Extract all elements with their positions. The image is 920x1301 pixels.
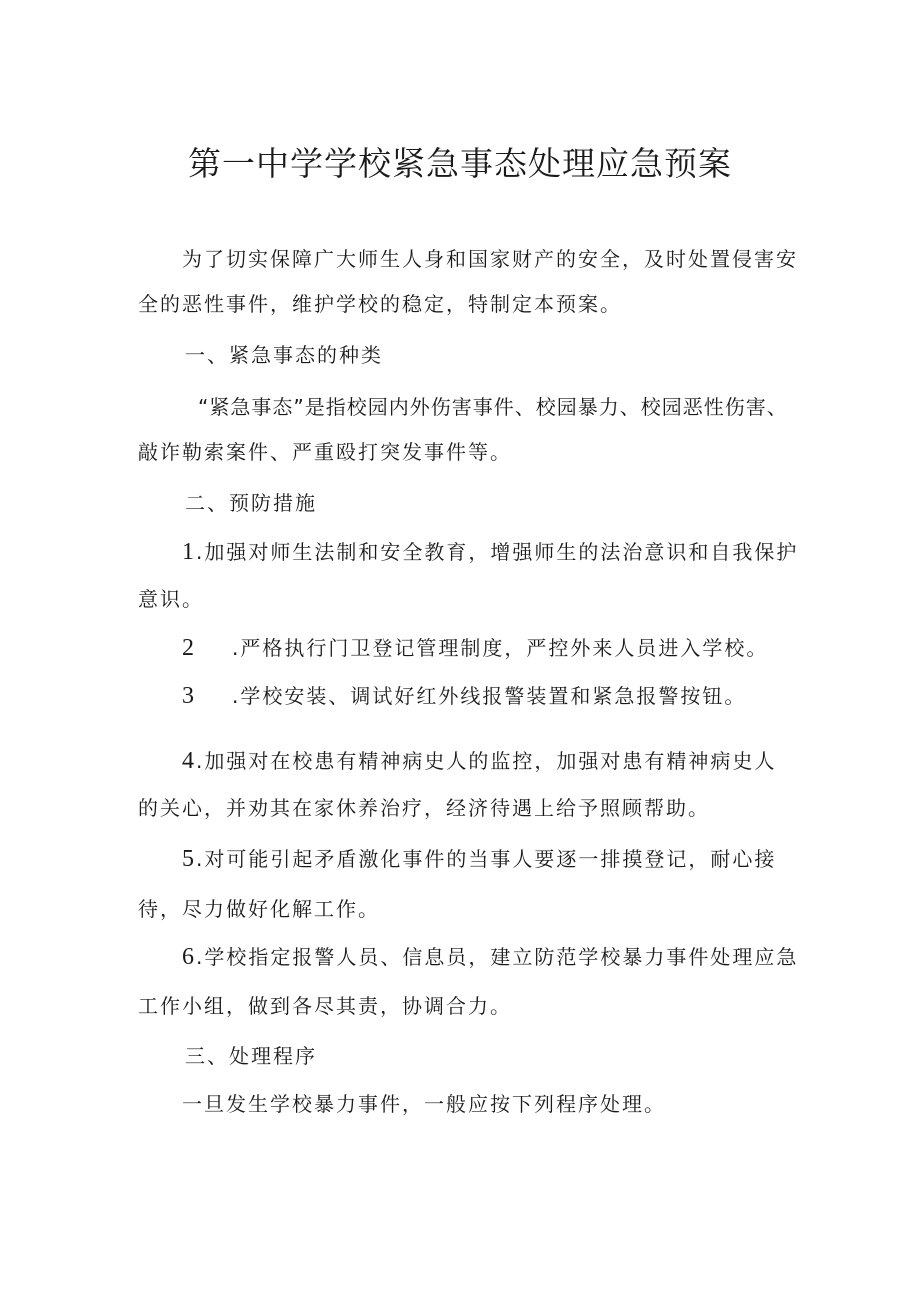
measure-item-5-cont: 待，尽力做好化解工作。 bbox=[138, 897, 380, 921]
measure-number: 5 bbox=[182, 846, 196, 872]
measure-item-6 bbox=[182, 942, 798, 972]
measure-number: 2 bbox=[182, 635, 196, 661]
measure-item-3 bbox=[182, 681, 746, 711]
measure-item-4-cont: 的关心，并劝其在家休养治疗，经济待遇上给予照顾帮助。 bbox=[138, 796, 710, 820]
measure-item-4 bbox=[182, 746, 776, 776]
measure-number: 6 bbox=[182, 944, 196, 970]
measure-text: .学校安装、调试好红外线报警装置和紧急报警按钮。 bbox=[232, 684, 747, 708]
section-1-heading: 一、紧急事态的种类 bbox=[185, 343, 383, 367]
measure-number: 4 bbox=[182, 748, 196, 774]
intro-line-1: 为了切实保障广大师生人身和国家财产的安全，及时处置侵害安 bbox=[182, 247, 798, 271]
measure-number: 1 bbox=[182, 539, 196, 565]
measure-text: .加强对师生法制和安全教育，增强师生的法治意识和自我保护 bbox=[196, 540, 799, 564]
measure-item-2 bbox=[182, 633, 768, 663]
intro-line-2: 全的恶性事件，维护学校的稳定，特制定本预案。 bbox=[138, 292, 622, 316]
section-1-line-1: “紧急事态”是指校园内外伤害事件、校园暴力、校园恶性伤害、 bbox=[198, 395, 788, 419]
measure-text: .对可能引起矛盾激化事件的当事人要逐一排摸登记，耐心接 bbox=[196, 847, 777, 871]
measure-item-1-cont: 意识。 bbox=[138, 587, 204, 611]
measure-text: .学校指定报警人员、信息员，建立防范学校暴力事件处理应急 bbox=[196, 945, 799, 969]
measure-item-1 bbox=[182, 537, 798, 567]
section-2-heading: 二、预防措施 bbox=[185, 491, 317, 515]
section-3-line-1: 一旦发生学校暴力事件，一般应按下列程序处理。 bbox=[182, 1092, 666, 1116]
measure-number: 3 bbox=[182, 683, 196, 709]
measure-item-6-cont: 工作小组，做到各尽其责，协调合力。 bbox=[138, 994, 512, 1018]
measure-item-5 bbox=[182, 844, 776, 874]
section-3-heading: 三、处理程序 bbox=[185, 1044, 317, 1068]
document-title: 第一中学学校紧急事态处理应急预案 bbox=[188, 144, 732, 183]
measure-text: .加强对在校患有精神病史人的监控，加强对患有精神病史人 bbox=[196, 749, 777, 773]
measure-text: .严格执行门卫登记管理制度，严控外来人员进入学校。 bbox=[232, 636, 769, 660]
section-1-line-2: 敲诈勒索案件、严重殴打突发事件等。 bbox=[138, 440, 512, 464]
